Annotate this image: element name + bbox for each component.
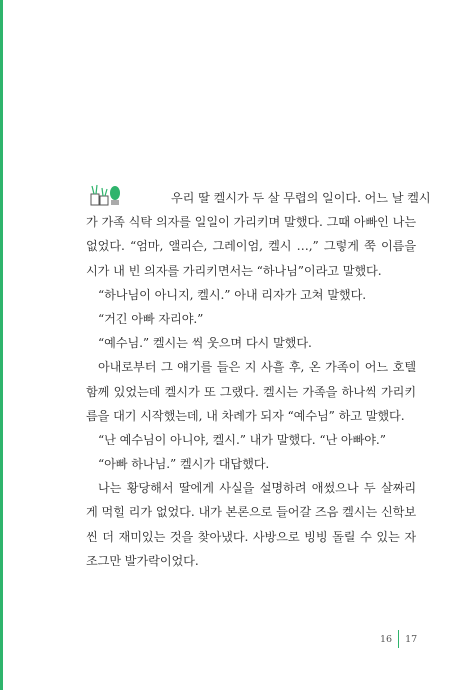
text-line: “난 예수님이 아니야, 켈시.” 내가 말했다. “난 아빠야.”	[98, 432, 386, 447]
text-line: 아내로부터 그 얘기를 들은 지 사흘 후, 온 가족이 어느 호텔	[98, 360, 416, 375]
text-line: “거긴 아빠 자리야.”	[98, 311, 204, 326]
page-edge-rule	[0, 0, 3, 690]
folio-divider	[398, 630, 399, 648]
text-line: 씬 더 재미있는 것을 찾아냈다. 사방으로 빙빙 돌릴 수 있는 자	[86, 529, 416, 544]
page-numbers	[380, 630, 417, 648]
right-page-number: 17	[405, 633, 418, 645]
text-line: 조그만 발가락이었다.	[86, 553, 199, 568]
text-line: “하나님이 아니지, 켈시.” 아내 리자가 고쳐 말했다.	[98, 287, 367, 302]
text-line: 름을 대기 시작했는데, 내 차례가 되자 “예수님” 하고 말했다.	[86, 408, 405, 423]
body-text	[86, 186, 431, 573]
text-line: 나는 황당해서 딸에게 사실을 설명하려 애썼으나 두 살짜리	[98, 481, 416, 496]
text-line: 가 가족 식탁 의자를 일일이 가리키며 말했다. 그때 아빠인 나는	[86, 215, 416, 230]
text-line: “예수님.” 켈시는 씩 웃으며 다시 말했다.	[98, 336, 312, 351]
text-line: 없었다. “엄마, 앨리슨, 그레이엄, 켈시 …,” 그렇게 쭉 이름을	[86, 239, 416, 254]
text-line: 함께 있었는데 켈시가 또 그랬다. 켈시는 가족을 하나씩 가리키	[86, 384, 416, 399]
text-line: 시가 내 빈 의자를 가리키면서는 “하나님”이라고 말했다.	[86, 263, 382, 278]
text-line: 게 먹힐 리가 없었다. 내가 본론으로 들어갈 즈음 켈시는 신학보	[86, 505, 416, 520]
text-line: 우리 딸 켈시가 두 살 무렵의 일이다. 어느 날 켈시	[171, 191, 431, 205]
text-line: “아빠 하나님.” 켈시가 대답했다.	[98, 457, 270, 472]
left-page-number: 16	[380, 633, 393, 645]
